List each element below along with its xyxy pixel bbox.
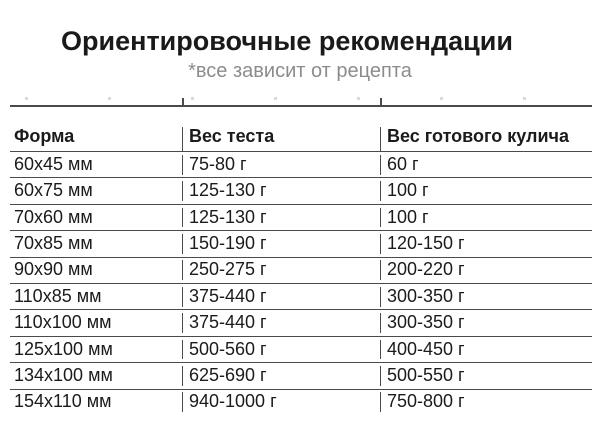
cell-form: 90x90 мм	[14, 260, 93, 280]
cell-form: 110x100 мм	[14, 313, 112, 333]
table-row	[10, 258, 592, 284]
cell-dough-weight: 125-130 г	[182, 208, 380, 228]
table-row	[10, 337, 592, 363]
cell-finished-weight: 750-800 г	[380, 392, 592, 412]
cell-finished-weight: 300-350 г	[380, 313, 592, 333]
cell-form: 110x85 мм	[14, 286, 102, 306]
column-header-form: Форма	[14, 127, 75, 147]
cell-dough-weight: 375-440 г	[182, 313, 380, 333]
cell-finished-weight: 100 г	[380, 208, 592, 228]
column-divider-stub-1	[182, 98, 184, 105]
cell-form: 60x45 мм	[14, 154, 93, 174]
table-header-row	[10, 107, 592, 152]
cell-form: 60x75 мм	[14, 181, 93, 201]
cell-finished-weight: 120-150 г	[380, 234, 592, 254]
column-divider-stub-2	[380, 98, 382, 105]
table-row	[10, 178, 592, 204]
cell-dough-weight: 75-80 г	[182, 155, 380, 175]
table-body	[10, 152, 592, 415]
cell-dough-weight: 125-130 г	[182, 181, 380, 201]
faint-tick-marks	[25, 97, 555, 100]
cell-finished-weight: 100 г	[380, 181, 592, 201]
recommendations-table	[10, 105, 592, 415]
cell-dough-weight: 625-690 г	[182, 366, 380, 386]
table-row	[10, 363, 592, 389]
cell-form: 154x110 мм	[14, 392, 112, 412]
table-row	[10, 152, 592, 178]
page-subtitle: *все зависит от рецепта	[188, 60, 412, 82]
page-title: Ориентировочные рекомендации	[61, 26, 513, 56]
table-row	[10, 205, 592, 231]
cell-finished-weight: 500-550 г	[380, 366, 592, 386]
cell-dough-weight: 150-190 г	[182, 234, 380, 254]
table-row	[10, 284, 592, 310]
cell-dough-weight: 250-275 г	[182, 260, 380, 280]
table-row	[10, 310, 592, 336]
cell-dough-weight: 375-440 г	[182, 287, 380, 307]
cell-finished-weight: 300-350 г	[380, 287, 592, 307]
cell-dough-weight: 940-1000 г	[182, 392, 380, 412]
cell-form: 70x60 мм	[14, 207, 93, 227]
cell-form: 125x100 мм	[14, 339, 113, 359]
column-header-dough-weight: Вес теста	[182, 127, 380, 151]
cell-form: 134x100 мм	[14, 365, 113, 385]
cell-form: 70x85 мм	[14, 233, 93, 253]
column-header-finished-kulich-weight: Вес готового кулича	[380, 127, 592, 151]
cell-finished-weight: 60 г	[380, 155, 592, 175]
cell-finished-weight: 200-220 г	[380, 260, 592, 280]
table-row	[10, 231, 592, 257]
cell-finished-weight: 400-450 г	[380, 340, 592, 360]
cell-dough-weight: 500-560 г	[182, 340, 380, 360]
table-row	[10, 390, 592, 415]
